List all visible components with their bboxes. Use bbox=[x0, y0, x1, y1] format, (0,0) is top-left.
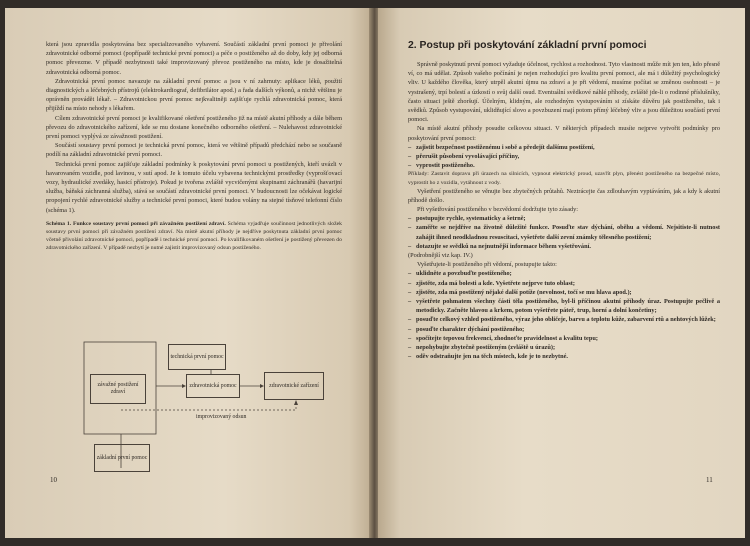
scheme-box-zakladni: základní první pomoc bbox=[94, 444, 150, 472]
scheme-label-odsun: improvizovaný odsun bbox=[196, 414, 247, 420]
page-number: 10 bbox=[50, 476, 57, 484]
list-item: – vyšetřete pohmatem všechny části těla postiženého, byl-li příčinou akutní příhody úraz. Postupujte pečlivě a metodicky. Začněte hlavou a krkem, potom vyšetřete páteř, trup, horní a dolní končetiny; bbox=[408, 297, 720, 315]
list-item: – spočítejte tepovou frekvenci, zhodnoťte pravidelnost a kvalitu tepu; bbox=[408, 334, 720, 343]
list-item: – vyprostit postiženého. bbox=[408, 161, 720, 170]
paragraph: Správně poskytnutí první pomoci vyžaduje účelnost, rychlost a rozhodnost. Tyto vlastnosti může mít jen ten, kdo přesně ví, co má udělat. Způsob vašeho počínání je nejen rozhodující pro kvalitu první pomoci, ale má i důležitý psychologický vliv. U každého člověka, který utrpěl akutní újmu na zdraví a je při vědomí, musíme počítat se změnou osobnosti – je vystrašený, trpí bolestí a úzkostí o svůj další osud. Eventuální svědkové náhlé příhody, zvláště jde-li o rodinné příslušníky, často situaci ještě zhoršují. Účelným, klidným, ale rozhodným vystupováním si získáte důvěru jak postiženého, tak i svědků. Způsob vystupování, uklidňující slovo a povzbuzení mají potom přímý léčebný vliv a jsou důležitou součástí první pomoci. bbox=[408, 61, 720, 124]
conscious-list bbox=[408, 269, 720, 361]
paragraph: Při vyšetřování postiženého v bezvědomí dodržujte tyto zásady: bbox=[417, 206, 579, 214]
page-number: 11 bbox=[706, 476, 713, 484]
list-item: – zjistěte, zda má bolesti a kde. Vyšetřete nejprve tuto oblast; bbox=[408, 279, 720, 288]
scheme-caption-text: Schéma vyjadřuje součinnost jednotlivých složek soustavy první pomoci při závažném postižení zdraví. Na místě akutní příhody je nejdříve poskytnuta základní první pomoc včetně přivolání zdravotnické pomoci, popřípadě i technické první pomoci. Po kvalifikovaném ošetření je postižený převezen do zdravotnického zařízení. V případě nezbytí je nutné zajistit improvizovaný odsun postiženého. bbox=[46, 220, 342, 252]
list-item: – posuďte celkový vzhled postiženého, výraz jeho obličeje, barvu a teplotu kůže, zabarvení rtů a nehtových lůžek; bbox=[408, 315, 720, 324]
list-item: – zaměřte se nejdříve na životně důležité funkce. Posuďte stav dýchání, oběhu a vědomí. Nejsitiste-li nutnost zahájit ihned neodkladnou resuscitaci, vyšetřete další zevní známky tělesného postižení; bbox=[408, 223, 720, 241]
right-page bbox=[378, 8, 745, 538]
scheme-box-zarizeni: zdravotnické zařízení bbox=[264, 372, 324, 400]
scheme-caption bbox=[46, 220, 342, 252]
paragraph: Technická první pomoc zajišťuje základní podmínky k poskytování první pomoci u postižených, kteří uvázli v havarovaném vozidle, pod lavinou, v sutí apod. Je k tomuto účelu vybavena technickými prostředky (vyprošťovací vozy, hydraulické zvedáky, hasicí přístroje). Pokud je tvořena zvláště vycvičenými skupinami záchranářů (havarijní služba, báňská záchranná služba), stává se součástí zdravotnické první pomoci. V budoucnosti lze očekávat logické propojení rychlé zdravotnické služby a technické první pomoci, které budou volány na stejné tísňové telefonní číslo (schéma 1). bbox=[46, 160, 342, 214]
list-item: – zjistěte, zda má postižený nějaké další potíže (nevolnost, točí se mu hlava apod.); bbox=[408, 288, 720, 297]
paragraph: Na místě akutní příhody posudte celkovou situaci. V některých případech musíte nejprve vytvořit podmínky pro poskytování první pomoci: bbox=[408, 125, 720, 142]
list-item: – nepohybujte zbytečně postiženým (zvláště u úrazů); bbox=[408, 343, 720, 352]
left-page bbox=[5, 8, 371, 538]
scheme-box-zavazne: závažné postižení zdraví bbox=[90, 374, 146, 404]
scheme-box-zdravotnicka: zdravotnická pomoc bbox=[186, 374, 240, 398]
list-item: – postupujte rychle, systematicky a šetrně; bbox=[408, 214, 720, 223]
paragraph: Vyšetření postiženého se věnujte bez zbytečných průtahů. Neztrácejte čas zdlouhavým vyptáváním, jak a kdy k akutní příhodě došlo. bbox=[408, 187, 720, 204]
list-item: – uklidněte a povzbuďte postiženého; bbox=[408, 269, 720, 278]
examples: Příklady: Zastavit dopravu při úrazech na silnicích, vypnout elektrický proud, uzavřít plyn, přenést postiženého na bezpečné místo, vyprostit ho z vozidla, vytáhnout z vody. bbox=[408, 171, 720, 186]
right-page-text bbox=[408, 60, 720, 361]
list-item: – posuďte charakter dýchání postiženého; bbox=[408, 325, 720, 334]
list-item: – dotazujte se svědků na nejnutnější informace během vyšetřování. bbox=[408, 242, 720, 251]
list-item: – zajistit bezpečnost postiženému i sobě a předejít dalšímu postižení, bbox=[408, 143, 720, 152]
scheme-diagram bbox=[46, 336, 336, 496]
paragraph: Cílem zdravotnické první pomoci je kvalifikované ošetření postiženého již na místě akutní příhody a dále během převozu do zdravotnického zařízení, kde se mu dostane konečného odborného ošetření. – Nulehavost zdravotnické první pomoci vyplývá ze závažnosti postižení. bbox=[46, 114, 342, 141]
reference-note: (Podrobnější viz kap. IV.) bbox=[408, 252, 473, 260]
scheme-box-technicka: technická první pomoc bbox=[168, 344, 226, 370]
left-page-text bbox=[46, 40, 342, 252]
chapter-heading: 2. Postup při poskytování základní první pomoci bbox=[408, 40, 647, 51]
conditions-list bbox=[408, 143, 720, 171]
unconscious-list bbox=[408, 214, 720, 251]
scheme-caption-title: Schéma 1. Funkce soustavy první pomoci při závažném postižení zdraví. bbox=[46, 220, 226, 227]
paragraph: Součástí soustavy první pomoci je technická první pomoc, která ve většině případů předchází nebo se současně podílí na základní zdravotnické první pomoci. bbox=[46, 142, 342, 159]
list-item: – přerušit působení vyvolávající příčiny, bbox=[408, 152, 720, 161]
paragraph: Vyšetřujete-li postiženého při vědomí, postupujte takto: bbox=[417, 261, 557, 269]
list-item: – oděv odstraňujte jen na těch místech, kde je to nezbytné. bbox=[408, 352, 720, 361]
paragraph: která jsou zpravidla poskytována bez specializovaného vybavení. Součástí základní první pomoci je přivolání zdravotnické odborné pomoci (popřípadě technické první pomoci) a péče o postiženého až do doby, kdy jej odborná pomoc převezme. V případě nezbytnosti také improvizovaný převoz postiženého na místo, kde je dosažitelná zdravotnická odborná pomoc. bbox=[46, 41, 342, 76]
paragraph: Zdravotnická první pomoc navazuje na základní první pomoc a jsou v ní zahrnuty: aplikace léků, použití diagnostických a léčebných přístrojů (elektrokardiograf, defibrilátor apod.) a řada dalších výkonů, a nichž většinu je oprávněn provádět lékař. – Zdravotnickou první pomoc nejkvalitněji zajišťuje rychlá zdravotnická pomoc, která přijíždí na místo nehody s lékařem. bbox=[46, 77, 342, 113]
